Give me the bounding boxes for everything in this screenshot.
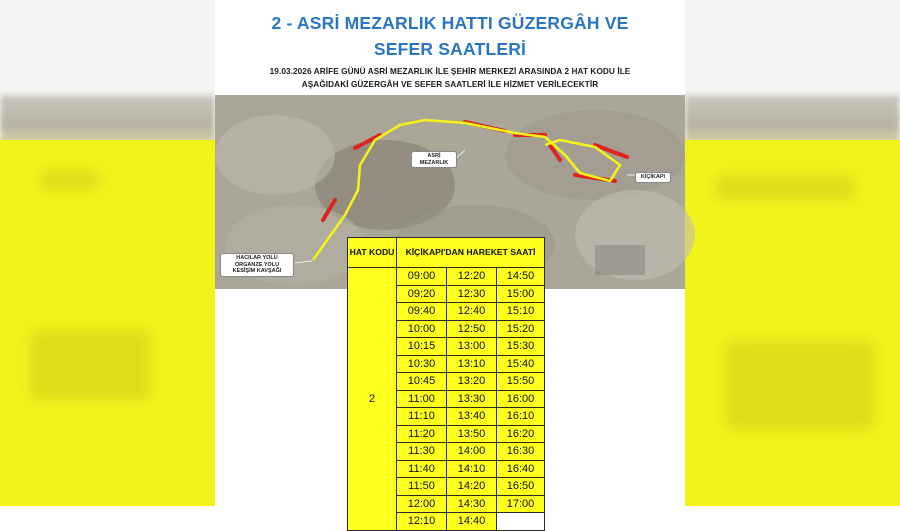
time-cell: 13:40 [447, 408, 497, 426]
time-cell: 16:40 [497, 460, 545, 478]
page-title-line2: SEFER SAATLERİ [373, 39, 527, 59]
time-cell: 14:20 [447, 478, 497, 496]
time-cell: 13:30 [447, 390, 497, 408]
timetable [347, 237, 545, 531]
time-cell: 14:30 [447, 495, 497, 513]
time-cell: 13:50 [447, 425, 497, 443]
time-cell: 10:15 [397, 338, 447, 356]
time-cell: 11:10 [397, 408, 447, 426]
header-hat-kodu: HAT KODU [348, 238, 397, 268]
time-cell: 11:40 [397, 460, 447, 478]
time-cell: 15:00 [497, 285, 545, 303]
header-departure-time: KİÇİKAPI'DAN HAREKET SAATİ [397, 238, 545, 268]
background-blur-left [0, 0, 215, 506]
time-cell: 14:10 [447, 460, 497, 478]
time-cell: 11:30 [397, 443, 447, 461]
time-cell: 15:10 [497, 303, 545, 321]
time-cell: 13:00 [447, 338, 497, 356]
time-cell: 15:20 [497, 320, 545, 338]
time-cell: 12:00 [397, 495, 447, 513]
time-cell: 10:00 [397, 320, 447, 338]
time-cell: 16:00 [497, 390, 545, 408]
time-cell: 13:10 [447, 355, 497, 373]
time-cell: 15:40 [497, 355, 545, 373]
table-row [348, 268, 545, 286]
timetable-header-row [348, 238, 545, 268]
time-cell: 10:45 [397, 373, 447, 391]
map-label-hacilar: HACILAR YOLU ORGANZE YOLU KESİŞİM KAVŞAĞI [220, 253, 294, 277]
time-cell: 16:10 [497, 408, 545, 426]
time-cell: 12:10 [397, 513, 447, 531]
time-cell: 15:30 [497, 338, 545, 356]
announcement-text: 19.03.2026 ARİFE GÜNÜ ASRİ MEZARLIK İLE ŞEHİR MERKEZİ ARASINDA 2 HAT KODU İLE [269, 67, 631, 76]
time-cell: 11:50 [397, 478, 447, 496]
time-cell: 17:00 [497, 495, 545, 513]
time-cell: 12:50 [447, 320, 497, 338]
time-cell: 16:20 [497, 425, 545, 443]
time-cell: 14:00 [447, 443, 497, 461]
time-cell: 12:20 [447, 268, 497, 286]
time-cell: 09:00 [397, 268, 447, 286]
time-cell: 16:30 [497, 443, 545, 461]
map-label-asri-mezarlik: ASRİ MEZARLIK [411, 151, 457, 168]
time-cell: 15:50 [497, 373, 545, 391]
time-cell: 14:40 [447, 513, 497, 531]
announcement-text-line2: AŞAĞIDAKİ GÜZERGÂH VE SEFER SAATLERİ İLE HİZMET VERİLECEKTİR [301, 80, 599, 89]
time-cell: 09:20 [397, 285, 447, 303]
time-cell: 13:20 [447, 373, 497, 391]
document-page [215, 0, 685, 528]
empty-time-cell [497, 513, 545, 531]
page-title: 2 - ASRİ MEZARLIK HATTI GÜZERGÂH VE [271, 13, 629, 33]
time-cell: 14:50 [497, 268, 545, 286]
time-cell: 10:30 [397, 355, 447, 373]
background-blur-right [685, 0, 900, 506]
time-cell: 12:40 [447, 303, 497, 321]
hat-code-cell: 2 [348, 268, 397, 531]
map-label-kicikapi: KİÇİKAPI [635, 172, 671, 183]
time-cell: 11:20 [397, 425, 447, 443]
time-cell: 11:00 [397, 390, 447, 408]
time-cell: 16:50 [497, 478, 545, 496]
time-cell: 12:30 [447, 285, 497, 303]
time-cell: 09:40 [397, 303, 447, 321]
